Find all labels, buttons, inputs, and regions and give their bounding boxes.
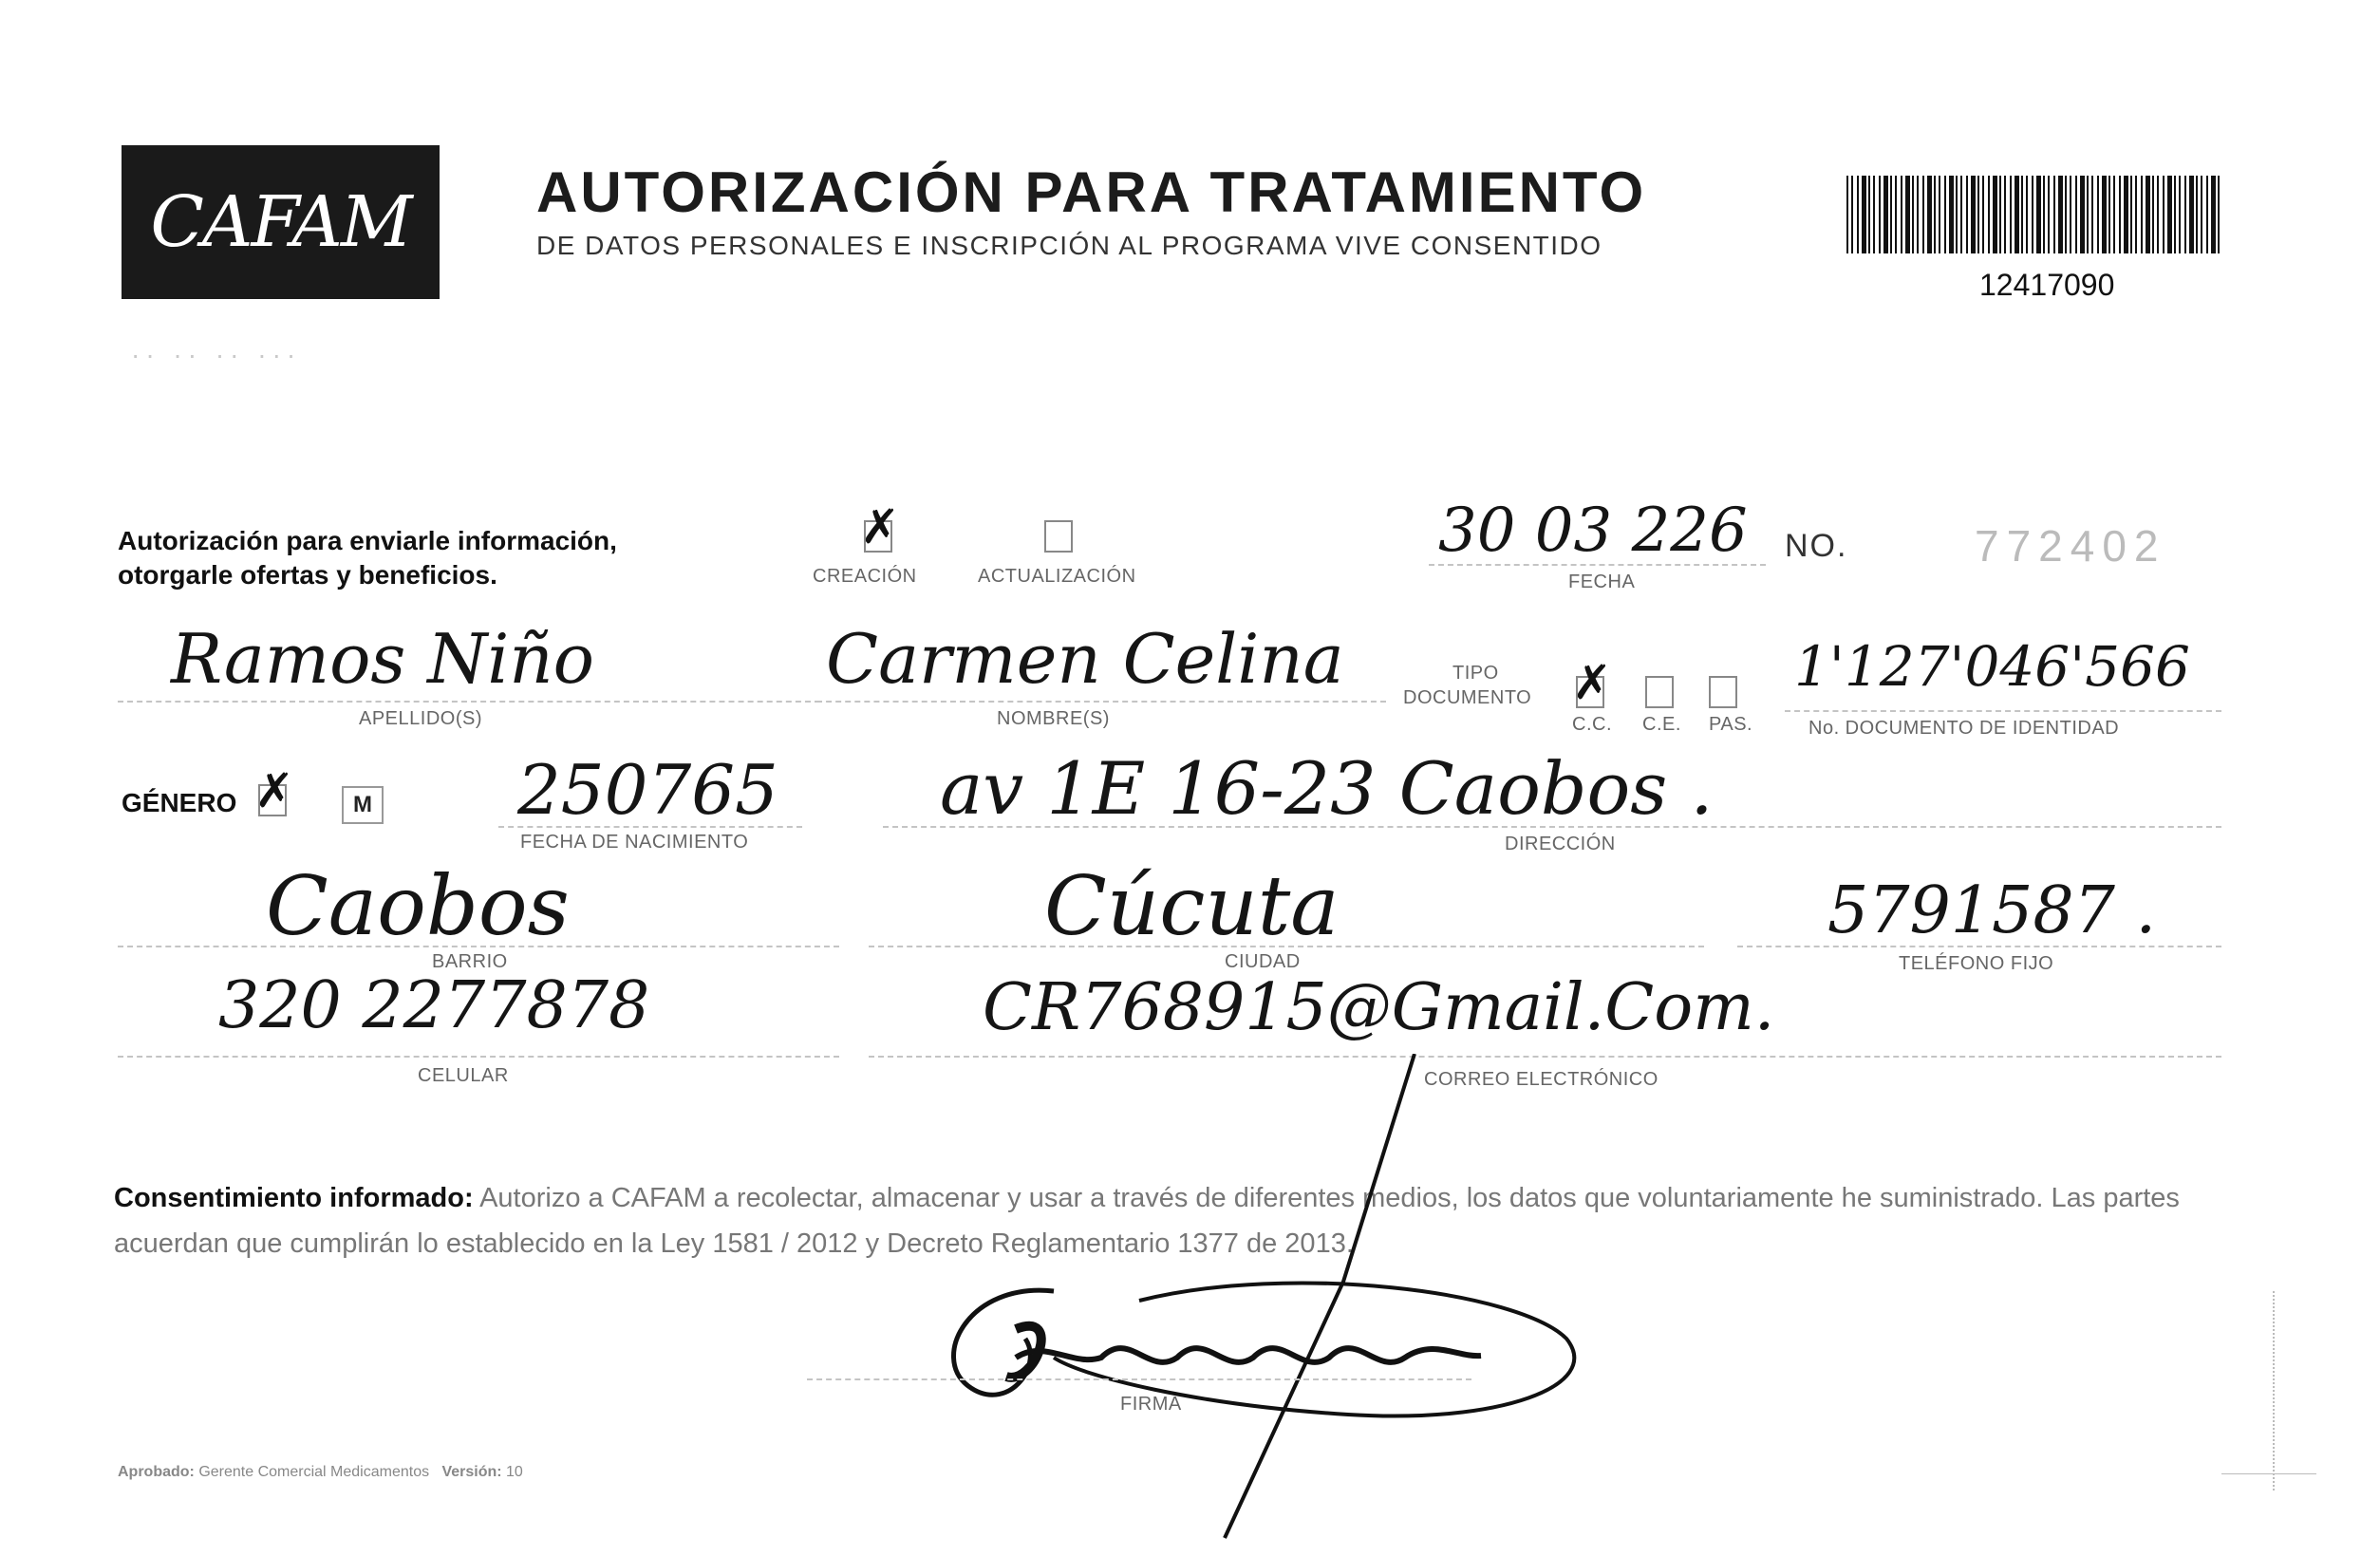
fecha-nacimiento-line — [498, 826, 802, 828]
barcode-icon — [1846, 176, 2226, 253]
footer-approval — [118, 1464, 523, 1481]
pas-label: PAS. — [1709, 714, 1753, 735]
documento-line — [1785, 710, 2221, 712]
ce-label: C.E. — [1642, 714, 1681, 735]
direccion-line — [883, 826, 2221, 828]
firma-line — [807, 1378, 1471, 1380]
cafam-logo: CAFAM — [122, 145, 440, 299]
intro-line-1: Autorización para enviarle información, — [118, 526, 617, 555]
document-subtitle: DE DATOS PERSONALES E INSCRIPCIÓN AL PROGRAMA VIVE CONSENTIDO — [536, 231, 1602, 260]
celular-value: 320 2277878 — [218, 968, 650, 1043]
fecha-value: 30 03 226 — [1438, 496, 1748, 566]
nombres-value: Carmen Celina — [826, 619, 1344, 699]
apellidos-label: APELLIDO(S) — [359, 708, 482, 729]
genero-m-checkbox[interactable]: M — [342, 786, 384, 824]
aprobado-value: Gerente Comercial Medicamentos — [198, 1464, 430, 1480]
no-label: NO. — [1785, 528, 1848, 564]
barrio-line — [118, 946, 839, 947]
apellidos-value: Ramos Niño — [171, 619, 594, 699]
intro-line-2: otorgarle ofertas y beneficios. — [118, 560, 497, 590]
cc-checkbox[interactable] — [1576, 676, 1604, 708]
documento-value: 1'127'046'566 — [1794, 634, 2190, 699]
celular-line — [118, 1056, 839, 1058]
barcode-number: 12417090 — [1979, 268, 2115, 302]
correo-label: CORREO ELECTRÓNICO — [1424, 1069, 1659, 1090]
fecha-line — [1429, 564, 1766, 566]
genero-f-checkbox[interactable] — [258, 784, 287, 816]
ce-checkbox[interactable] — [1645, 676, 1674, 708]
documento-label: No. DOCUMENTO DE IDENTIDAD — [1808, 718, 2120, 739]
direccion-label: DIRECCIÓN — [1505, 834, 1616, 854]
ciudad-line — [869, 946, 1704, 947]
aprobado-label: Aprobado: — [118, 1464, 195, 1480]
consent-text: Autorizo a CAFAM a recolectar, almacenar y usar a través de diferentes medios, los datos que voluntariamente he suministrado. Las partes acuerdan que cumplirán lo establecido en la Ley 1581 / 2012 y Decreto Reglamentario 1377 de 2013. — [114, 1183, 2180, 1259]
nombres-line — [816, 701, 1386, 703]
direccion-value: av 1E 16-23 Caobos . — [940, 746, 1714, 831]
creacion-checkbox[interactable] — [864, 520, 892, 553]
apellidos-line — [118, 701, 820, 703]
fecha-nacimiento-value: 250765 — [517, 750, 778, 830]
consent-heading: Consentimiento informado: — [114, 1183, 474, 1213]
version-value: 10 — [506, 1464, 523, 1480]
correo-value: CR768915@Gmail.Com. — [983, 970, 1775, 1045]
actualizacion-label: ACTUALIZACIÓN — [978, 566, 1136, 587]
tipo-label: TIPO — [1452, 663, 1499, 684]
intro-text — [118, 524, 617, 592]
side-print-mark — [2273, 1291, 2286, 1490]
pas-checkbox[interactable] — [1709, 676, 1737, 708]
telefono-line — [1737, 946, 2221, 947]
faint-stamp: ·· ·· ·· ··· — [131, 340, 302, 369]
handwritten-signature — [911, 1054, 1595, 1547]
barrio-label: BARRIO — [432, 951, 508, 972]
footer-mark — [2221, 1473, 2316, 1474]
celular-label: CELULAR — [418, 1065, 509, 1086]
cc-label: C.C. — [1572, 714, 1612, 735]
nombres-label: NOMBRE(S) — [997, 708, 1110, 729]
telefono-value: 5791587 . — [1827, 873, 2157, 948]
no-value: 772402 — [1975, 521, 2166, 571]
barrio-value: Caobos — [266, 859, 570, 954]
documento-tipo-label: DOCUMENTO — [1403, 687, 1532, 708]
ciudad-value: Cúcuta — [1044, 859, 1340, 954]
fecha-label: FECHA — [1568, 572, 1636, 592]
ciudad-label: CIUDAD — [1225, 951, 1301, 972]
version-label: Versión: — [441, 1464, 502, 1480]
firma-label: FIRMA — [1120, 1394, 1182, 1415]
creacion-label: CREACIÓN — [813, 566, 917, 587]
genero-label: GÉNERO — [122, 788, 237, 817]
telefono-label: TELÉFONO FIJO — [1899, 953, 2054, 974]
actualizacion-checkbox[interactable] — [1044, 520, 1073, 553]
document-title: AUTORIZACIÓN PARA TRATAMIENTO — [536, 160, 1647, 224]
fecha-nacimiento-label: FECHA DE NACIMIENTO — [520, 832, 749, 853]
